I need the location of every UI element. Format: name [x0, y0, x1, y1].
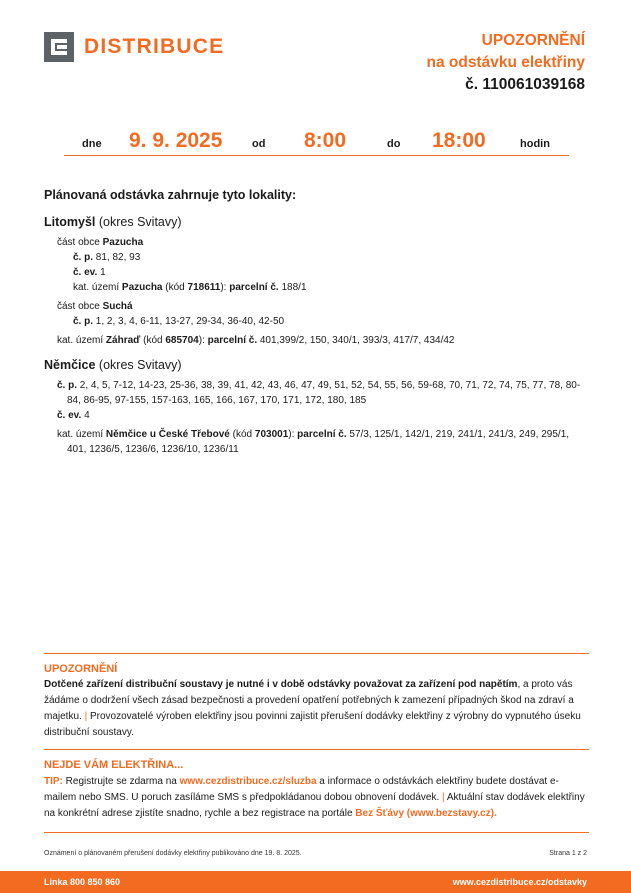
- unit-label: hodin: [520, 138, 550, 150]
- page-number: Strana 1 z 2: [549, 850, 587, 857]
- outage-to: 18:00: [432, 129, 486, 152]
- sucha-ku: kat. území Záhraď (kód 685704): parcelní č. 401,399/2, 150, 340/1, 393/3, 417/7, 434/42: [57, 335, 455, 346]
- tip-title: NEJDE VÁM ELEKTŘINA...: [44, 759, 184, 771]
- sucha-cp: č. p. 1, 2, 3, 4, 6-11, 13-27, 29-34, 36-40, 42-50: [73, 316, 285, 327]
- to-label: do: [387, 138, 401, 150]
- notice-title: [426, 30, 585, 96]
- link-bez-stavy[interactable]: Bez Šťávy: [355, 808, 405, 819]
- warning-title: UPOZORNĚNÍ: [44, 663, 118, 675]
- pazucha-ce: č. ev. 1: [73, 267, 106, 278]
- localities-heading: Plánovaná odstávka zahrnuje tyto lokality:: [44, 188, 297, 202]
- bottom-divider: [44, 832, 589, 833]
- localities-section: [44, 188, 589, 457]
- outage-from: 8:00: [304, 129, 347, 152]
- warning-text: Dotčené zařízení distribuční soustavy je nutné i v době odstávky považovat za zařízení pod napětím, a proto vás žádáme o dodržení všech zásad bezpečnosti a provedení opatření potřebných k zamezení případných škod na zdraví a majetku. | Provozovatelé výroben elektřiny jsou povinni zajistit přerušení dodávky elektřiny z výrobny do vypnutého úseku distribuční soustavy.: [44, 679, 581, 738]
- day-label: dne: [82, 138, 102, 150]
- outage-date: 9. 9. 2025: [129, 129, 223, 152]
- tip-text: TIP: Registrujte se zdarma na www.cezdistribuce.cz/sluzba a informace o odstávkách elektřiny budete dostávat e-mailem nebo SMS. U poruch zasíláme SMS s předpokládanou dobou obnovení dodávek. | Aktuální stav dodávek elektřiny na konkrétní adrese zjistíte snadno, rychle a bez registrace na portále Bez Šťávy (www.bezstavy.cz).: [44, 776, 585, 819]
- nemcice-cp: č. p. 2, 4, 5, 7-12, 14-23, 25-36, 38, 39, 41, 42, 43, 46, 47, 49, 51, 52, 54, 55, 56, 59-68, 70, 71, 72, 74, 75, 77, 78, 80-84, 86-95, 97-155, 157-163, 165, 166, 167, 170, 171, 172, 180, 185: [57, 380, 581, 406]
- pazucha-ku: kat. území Pazucha (kód 718611): parcelní č. 188/1: [73, 282, 307, 293]
- schedule-row: [64, 126, 569, 156]
- pazucha-cp: č. p. 81, 82, 93: [73, 252, 141, 263]
- part-sucha: část obce Suchá: [57, 301, 133, 312]
- hotline: Linka 800 850 860: [44, 877, 121, 887]
- nemcice-ce: č. ev. 4: [57, 410, 90, 421]
- publication-note: Oznámení o plánovaném přerušení dodávky elektřiny publikováno dne 19. 8. 2025.: [44, 850, 302, 857]
- cez-logo-icon: [44, 32, 74, 62]
- title-line1: UPOZORNĚNÍ: [481, 32, 585, 49]
- town-nemcice: Němčice (okres Svitavy): [44, 358, 182, 372]
- title-line2: na odstávku elektřiny: [426, 54, 585, 71]
- warning-section: [44, 653, 589, 741]
- part-pazucha: část obce Pazucha: [57, 237, 144, 248]
- footer-bar: [0, 871, 631, 893]
- notice-number: č. 110061039168: [465, 76, 585, 93]
- footer-website-link[interactable]: www.cezdistribuce.cz/odstavky: [452, 877, 587, 887]
- link-sluzba[interactable]: www.cezdistribuce.cz/sluzba: [179, 776, 317, 787]
- town-litomysl: Litomyšl (okres Svitavy): [44, 215, 182, 229]
- link-bezstavy-cz[interactable]: www.bezstavy.cz: [410, 808, 491, 819]
- brand-name: DISTRIBUCE: [84, 35, 225, 58]
- tip-section: [44, 749, 589, 822]
- brand-logo: [44, 32, 224, 62]
- nemcice-ku: kat. území Němčice u České Třebové (kód 703001): parcelní č. 57/3, 125/1, 142/1, 219, 241/1, 241/3, 249, 295/1, 401, 1236/5, 1236/6, 1236/10, 1236/11: [57, 429, 570, 455]
- from-label: od: [252, 138, 266, 150]
